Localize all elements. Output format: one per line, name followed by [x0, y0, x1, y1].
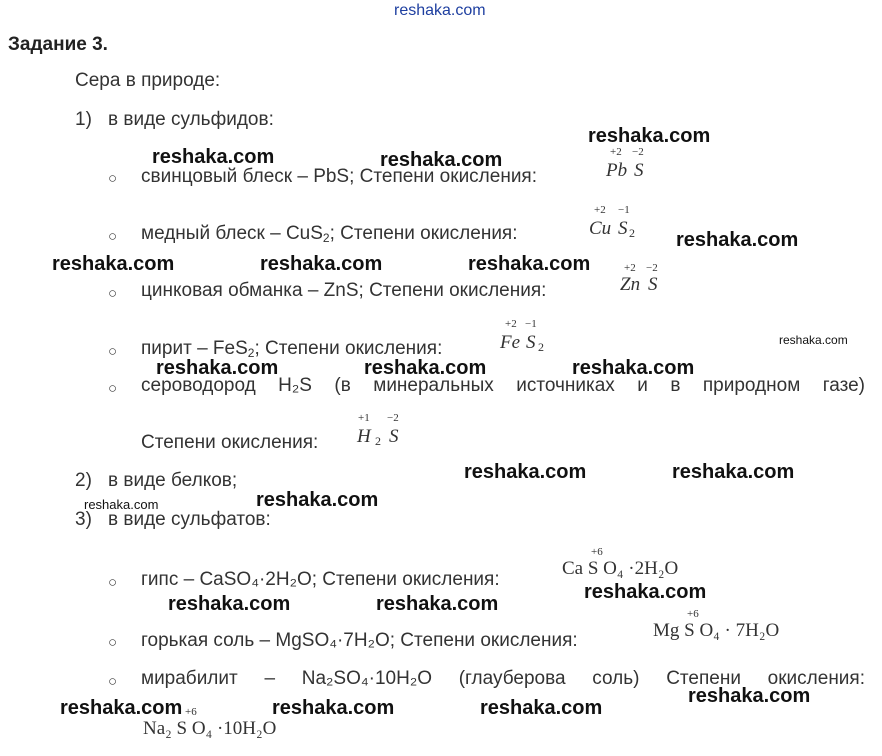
formula-element-h: H — [357, 426, 371, 447]
bullet-icon: ○ — [108, 170, 118, 187]
watermark: reshaka.com — [152, 146, 275, 168]
formula-element-s: S — [526, 332, 536, 353]
watermark: reshaka.com — [480, 697, 603, 719]
bullet-icon: ○ — [108, 574, 118, 591]
task-title: Задание 3. — [8, 34, 108, 55]
ox-state-cu: +2 — [594, 204, 606, 216]
section-3-number: 3) — [75, 509, 92, 530]
watermark: reshaka.com — [52, 253, 175, 275]
formula-element-s: S — [648, 274, 658, 295]
watermark: reshaka.com — [256, 489, 379, 511]
watermark: reshaka.com — [380, 149, 503, 171]
watermark: reshaka.com — [676, 229, 799, 251]
section-2-label: в виде белков; — [108, 470, 238, 491]
section-1-label: в виде сульфидов: — [108, 109, 274, 130]
ox-state-h: +1 — [358, 412, 370, 424]
bullet-icon: ○ — [108, 634, 118, 651]
bullet-icon: ○ — [108, 673, 118, 690]
formula-fes2 — [500, 318, 560, 356]
watermark: reshaka.com — [464, 461, 587, 483]
ox-state-s: +6 — [591, 546, 603, 558]
formula-h2s — [355, 412, 405, 450]
watermark: reshaka.com — [60, 697, 183, 719]
ox-state-s: −1 — [525, 318, 537, 330]
ox-state-s: −2 — [646, 262, 658, 274]
formula-subscript: 2 — [375, 434, 381, 448]
section-3-label: в виде сульфатов: — [108, 509, 271, 530]
item-pbs-text: свинцовый блеск – PbS; Степени окисления: — [141, 166, 538, 187]
watermark-top: reshaka.com — [394, 2, 486, 19]
formula-subscript: 2 — [629, 226, 635, 240]
formula-zns — [620, 262, 670, 300]
ox-state-s: −2 — [387, 412, 399, 424]
bullet-icon: ○ — [108, 228, 118, 245]
ox-state-fe: +2 — [505, 318, 517, 330]
watermark: reshaka.com — [468, 253, 591, 275]
ox-state-s: +6 — [687, 608, 699, 620]
formula-element-s: S — [634, 160, 644, 181]
formula-element-s: S — [389, 426, 399, 447]
formula-subscript: 2 — [538, 340, 544, 354]
watermark: reshaka.com — [168, 593, 291, 615]
bullet-icon: ○ — [108, 285, 118, 302]
formula-element-s: S — [618, 218, 628, 239]
formula-element-pb: Pb — [606, 160, 628, 181]
formula-epsom: +6 Mg S O₄ · 7H₂O — [653, 608, 780, 641]
watermark: reshaka.com — [688, 685, 811, 707]
item-h2s-line2: Степени окисления: — [141, 432, 319, 453]
watermark: reshaka.com — [584, 581, 707, 603]
section-1-number: 1) — [75, 109, 92, 130]
bullet-icon: ○ — [108, 380, 118, 397]
formula-gypsum: +6 Ca S O₄ ·2H₂O — [562, 546, 679, 579]
watermark-small: reshaka.com — [84, 497, 159, 512]
watermark: reshaka.com — [588, 125, 711, 147]
ox-state-s: −2 — [632, 146, 644, 158]
watermark: reshaka.com — [376, 593, 499, 615]
item-epsom-text: горькая соль – MgSO₄·7H₂O; Степени окисления: — [141, 630, 578, 651]
item-h2s-text: сероводород H₂S (в минеральных источниках и в природном газе) — [141, 375, 865, 396]
section-2-number: 2) — [75, 470, 92, 491]
formula-element-cu: Cu — [589, 218, 612, 239]
intro-text: Сера в природе: — [75, 70, 221, 91]
item-mirabilite-text: мирабилит – Na₂SO₄·10H₂O (глауберова соль) Степени окисления: — [141, 668, 865, 689]
formula-element-zn: Zn — [620, 274, 641, 295]
watermark: reshaka.com — [572, 357, 695, 379]
watermark: reshaka.com — [364, 357, 487, 379]
ox-state-zn: +2 — [624, 262, 636, 274]
item-cus2-text: медный блеск – CuS$_2$; Степени окисления: — [141, 223, 518, 245]
ox-state-s: +6 — [185, 706, 197, 718]
formula-pbs — [604, 146, 654, 184]
bullet-icon: ○ — [108, 343, 118, 360]
formula-cus2 — [589, 204, 649, 242]
item-gypsum-text: гипс – CaSO₄·2H₂O; Степени окисления: — [141, 569, 500, 590]
watermark-small: reshaka.com — [779, 333, 848, 347]
watermark: reshaka.com — [672, 461, 795, 483]
ox-state-s: −1 — [618, 204, 630, 216]
watermark: reshaka.com — [156, 357, 279, 379]
ox-state-pb: +2 — [610, 146, 622, 158]
item-zns-text: цинковая обманка – ZnS; Степени окисления: — [141, 280, 547, 301]
formula-element-fe: Fe — [500, 332, 521, 353]
watermark: reshaka.com — [260, 253, 383, 275]
watermark: reshaka.com — [272, 697, 395, 719]
item-fes2-text: пирит – FeS$_2$; Степени окисления: — [141, 338, 443, 360]
formula-mirabilite: +6 Na₂ S O₄ ·10H₂O — [143, 706, 277, 739]
